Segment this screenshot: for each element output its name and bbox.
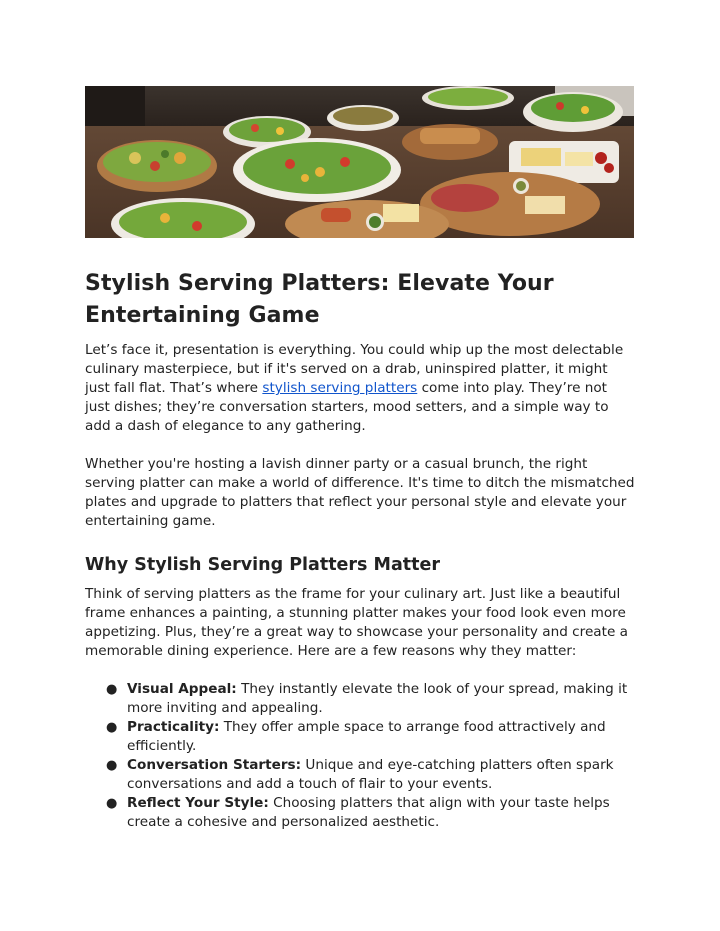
list-item: [106, 718, 635, 756]
list-item-label: Conversation Starters:: [127, 757, 302, 773]
section-paragraph: Think of serving platters as the frame for your culinary art. Just like a beautiful frame enhances a painting, a stunning platter makes your food look even more appetizing. Plus, they’re a great way to showcase your personality and create a memorable dining experience. Here are a few reasons why they matter:: [85, 586, 628, 659]
intro-text-after: come into play. They’re not just dishes; they’re conversation starters, mood setters, and a simple way to add a dash of elegance to any gathering.: [85, 380, 609, 434]
page-title: Stylish Serving Platters: Elevate Your Entertaining Game: [85, 271, 554, 328]
list-item: [106, 756, 635, 794]
list-item-label: Visual Appeal:: [127, 681, 237, 697]
bullet-icon: ●: [106, 682, 118, 697]
intro-paragraph: [85, 341, 635, 436]
intro-text-before: Let’s face it, presentation is everything. You could whip up the most delectable culinary masterpiece, but if it's served on a drab, uninspired platter, it might just fall flat. That’s where: [85, 342, 624, 396]
list-item: [106, 794, 635, 832]
stylish-serving-platters-link[interactable]: stylish serving platters: [262, 380, 418, 396]
hero-image: [85, 86, 634, 238]
list-item: [106, 680, 635, 718]
bullet-icon: ●: [106, 720, 118, 735]
document-page: [85, 86, 635, 832]
list-item-text: Unique and eye-catching platters often spark conversations and add a touch of flair to your events.: [127, 757, 614, 792]
list-item-text: Choosing platters that align with your taste helps create a cohesive and personalized aesthetic.: [127, 795, 610, 830]
list-item-text: They offer ample space to arrange food attractively and efficiently.: [127, 719, 606, 754]
body-paragraph: Whether you're hosting a lavish dinner party or a casual brunch, the right serving platter can make a world of difference. It's time to ditch the mismatched plates and upgrade to platters that reflect your personal style and elevate your entertaining game.: [85, 456, 635, 529]
section-heading: Why Stylish Serving Platters Matter: [85, 555, 441, 575]
bullet-icon: ●: [106, 796, 118, 811]
reasons-list: [85, 680, 635, 832]
bullet-icon: ●: [106, 758, 118, 773]
list-item-label: Reflect Your Style:: [127, 795, 269, 811]
list-item-text: They instantly elevate the look of your spread, making it more inviting and appealing.: [127, 681, 628, 716]
list-item-label: Practicality:: [127, 719, 220, 735]
